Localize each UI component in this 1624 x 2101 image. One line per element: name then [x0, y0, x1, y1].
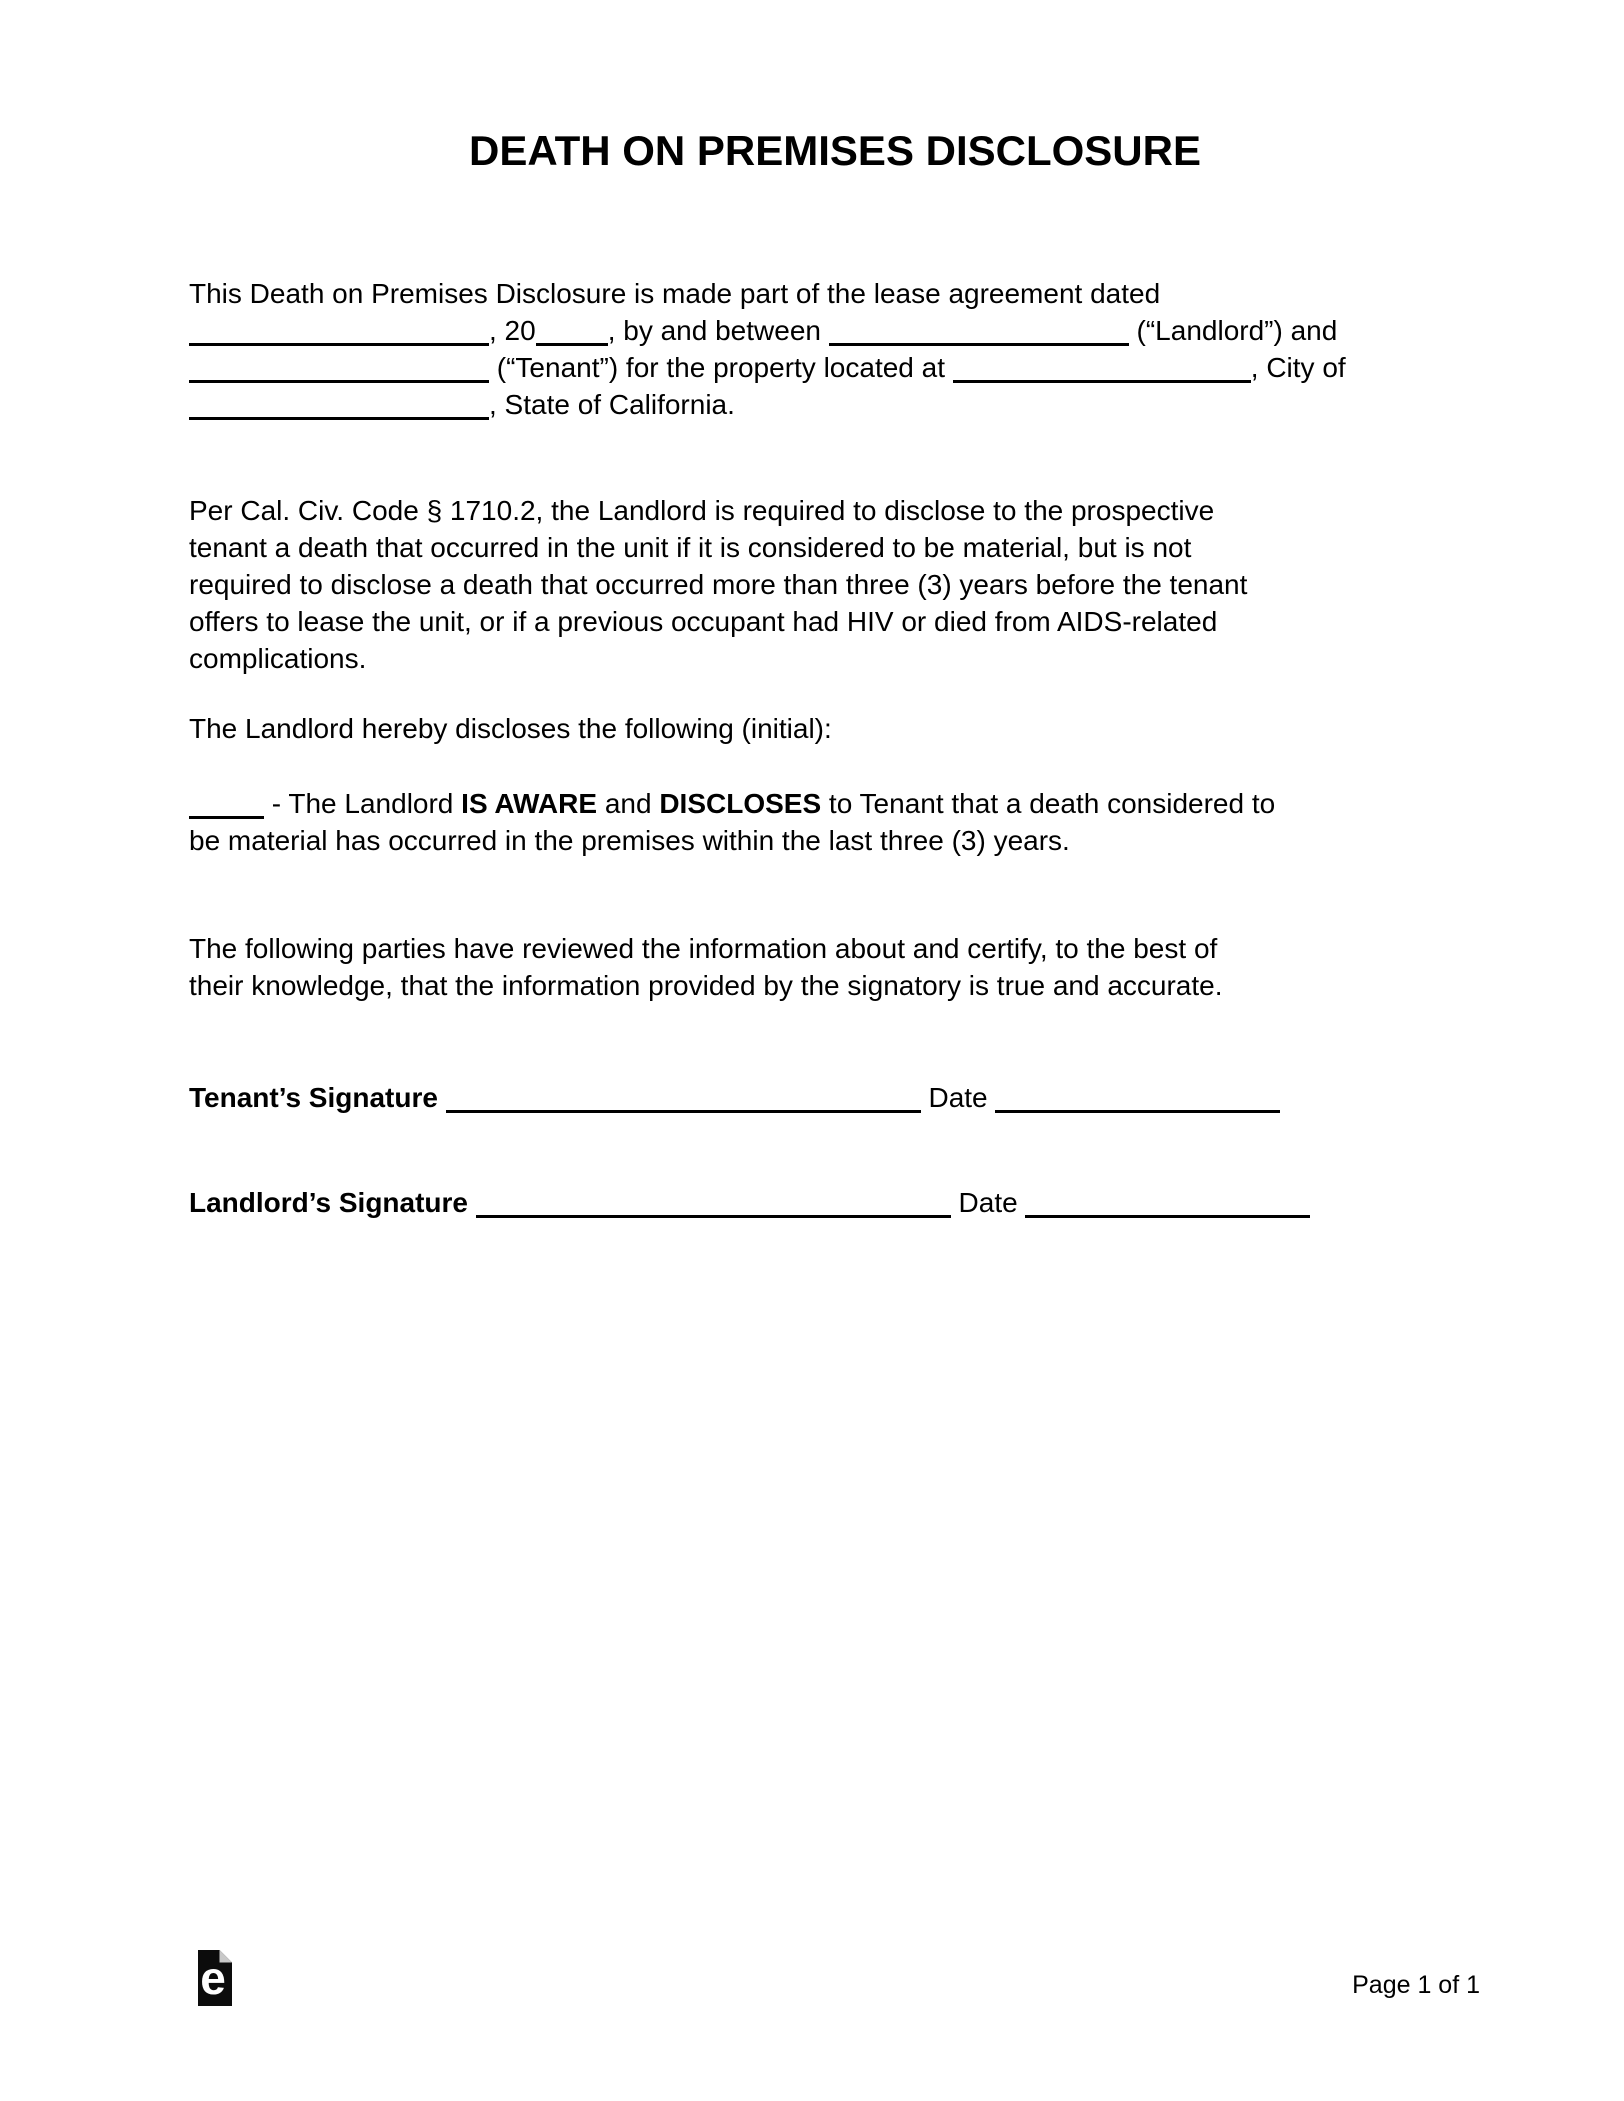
text-segment: , City of: [1250, 352, 1346, 383]
text-line: [189, 1079, 1481, 1116]
blank-line: [189, 315, 489, 346]
text-segment: be material has occurred in the premises within the last three (3) years.: [189, 825, 1070, 856]
text-segment: complications.: [189, 643, 367, 674]
blank-line: [1025, 1187, 1310, 1218]
text-segment: , by and between: [607, 315, 829, 346]
text-line: [189, 386, 1481, 423]
text-segment: , State of California.: [489, 389, 735, 420]
blank-line: [536, 315, 608, 346]
text-line: [189, 1184, 1481, 1221]
text-line: [189, 785, 1481, 822]
text-segment: tenant a death that occurred in the unit if it is considered to be material, but is not: [189, 532, 1192, 563]
text-segment: their knowledge, that the information provided by the signatory is true and accurate.: [189, 970, 1223, 1001]
text-segment: (“Landlord”) and: [1128, 315, 1338, 346]
text-segment: DISCLOSES: [659, 788, 822, 819]
text-segment: - The Landlord: [264, 788, 462, 819]
text-line: [189, 529, 1481, 566]
text-segment: to Tenant that a death considered to: [821, 788, 1276, 819]
text-line: [189, 566, 1481, 603]
blank-line: [189, 788, 264, 819]
eforms-logo-icon: [198, 1950, 232, 2006]
text-segment: The Landlord hereby discloses the following (initial):: [189, 713, 832, 744]
text-line: [189, 967, 1481, 1004]
initial-disclosure-item: [189, 785, 1481, 859]
statute-paragraph: [189, 492, 1481, 677]
blank-line: [995, 1082, 1280, 1113]
text-line: [189, 930, 1481, 967]
logo-letter: e: [200, 1952, 226, 2004]
text-segment: Tenant’s Signature: [189, 1082, 446, 1113]
tenant-signature-row: [189, 1079, 1481, 1116]
text-segment: and: [597, 788, 660, 819]
text-line: [189, 603, 1481, 640]
blank-line: [953, 352, 1251, 383]
text-segment: Date: [950, 1187, 1026, 1218]
text-segment: Per Cal. Civ. Code § 1710.2, the Landlord is required to disclose to the prospective: [189, 495, 1215, 526]
blank-line: [446, 1082, 921, 1113]
text-line: [189, 275, 1481, 312]
lease-intro-paragraph: [189, 275, 1481, 423]
page-title: DEATH ON PREMISES DISCLOSURE: [469, 127, 1201, 174]
blank-line: [189, 389, 489, 420]
text-segment: The following parties have reviewed the information about and certify, to the best of: [189, 933, 1218, 964]
text-line: [189, 710, 1481, 747]
text-segment: (“Tenant”) for the property located at: [489, 352, 953, 383]
landlord-signature-row: [189, 1184, 1481, 1221]
text-segment: , 20: [489, 315, 536, 346]
text-line: [189, 822, 1481, 859]
text-segment: offers to lease the unit, or if a previous occupant had HIV or died from AIDS-related: [189, 606, 1218, 637]
text-line: [189, 492, 1481, 529]
page-indicator: Page 1 of 1: [1352, 1971, 1480, 1999]
text-segment: Landlord’s Signature: [189, 1187, 476, 1218]
certification-paragraph: [189, 930, 1481, 1004]
text-segment: Date: [920, 1082, 996, 1113]
text-line: [189, 640, 1481, 677]
blank-line: [829, 315, 1129, 346]
text-line: [189, 312, 1481, 349]
blank-line: [189, 352, 489, 383]
text-segment: IS AWARE: [461, 788, 598, 819]
disclosure-lead-in: [189, 710, 1481, 747]
text-segment: required to disclose a death that occurred more than three (3) years before the tenant: [189, 569, 1248, 600]
text-line: [189, 349, 1481, 386]
blank-line: [476, 1187, 951, 1218]
text-segment: This Death on Premises Disclosure is made part of the lease agreement dated: [189, 278, 1161, 309]
